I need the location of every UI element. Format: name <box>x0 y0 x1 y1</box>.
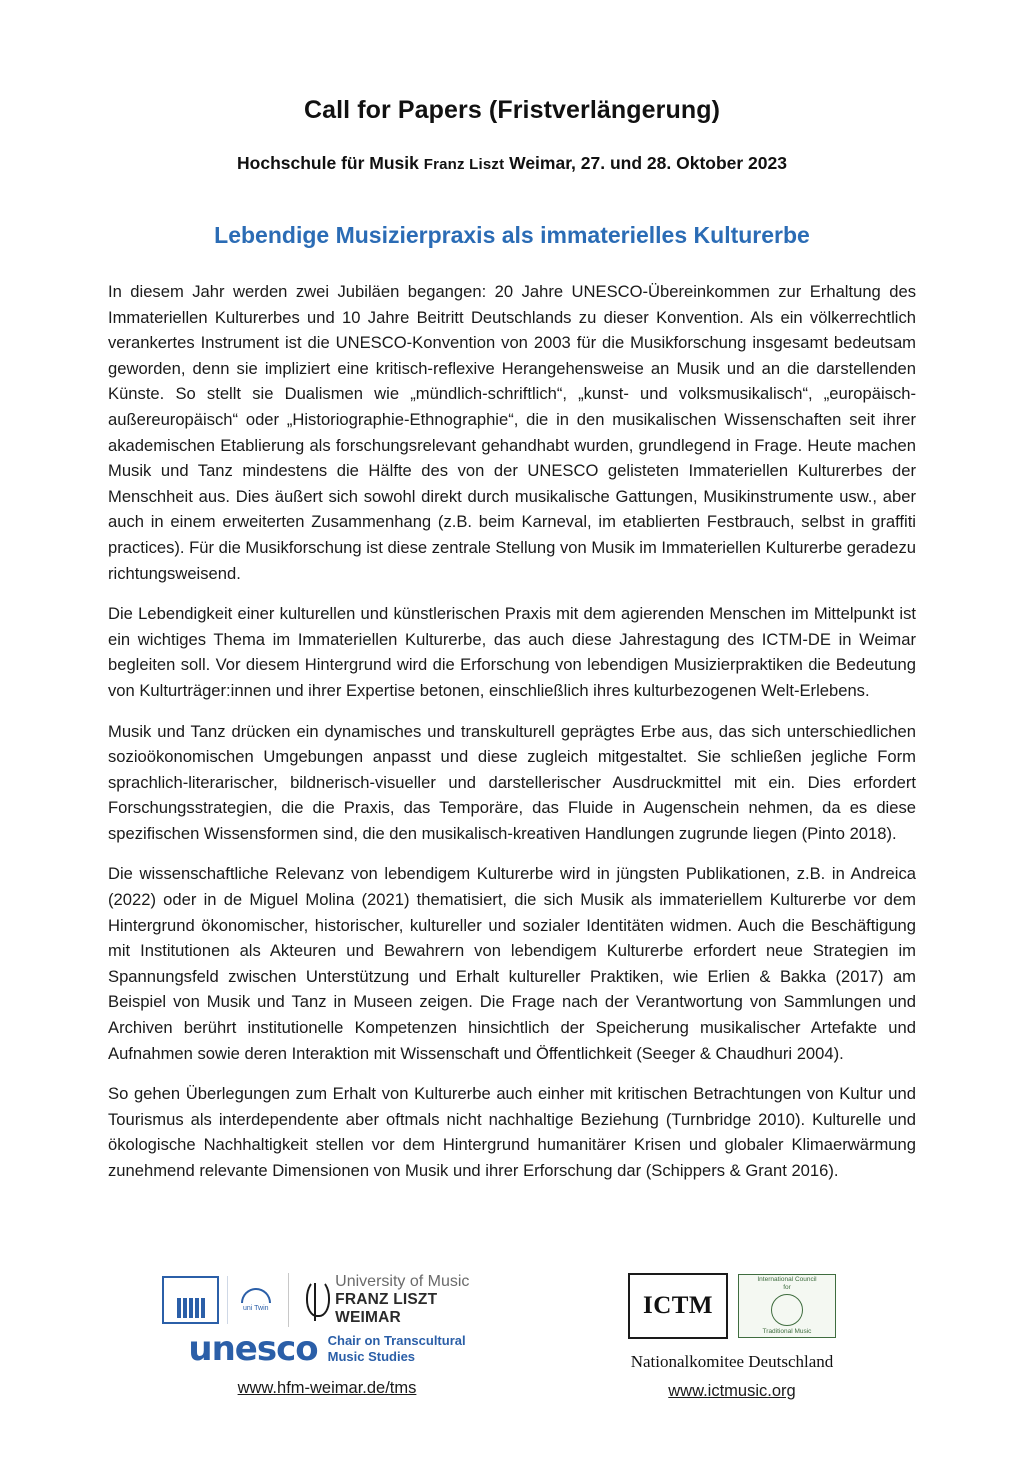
subtitle-prefix: Hochschule für Musik <box>237 153 424 173</box>
university-line-1: University of Music <box>335 1273 470 1290</box>
temple-columns-icon <box>177 1298 205 1318</box>
university-line-2: FRANZ LISZT WEIMAR <box>335 1291 438 1327</box>
event-subtitle <box>108 153 916 174</box>
unitwin-icon <box>227 1276 280 1324</box>
unesco-chair-label <box>328 1333 466 1366</box>
subtitle-smallcaps: Franz Liszt <box>423 156 505 173</box>
seal-ring-icon <box>771 1294 803 1326</box>
ictm-seal-icon <box>738 1274 836 1338</box>
subtitle-suffix: Weimar, 27. und 28. Oktober 2023 <box>504 153 787 173</box>
left-logo-group <box>162 1273 492 1398</box>
paragraph-3: Musik und Tanz drücken ein dynamisches und transkulturell geprägtes Erbe aus, das sich unterschiedlichen sozioökonomischen Umgebungen anpasst und diese zugleich mitgestaltet. Sie schließen jegliche Form sprachlich-literarischer, bildnerisch-visueller und darstellerischer Ausdruckmittel mit ein. Dies erfordert Forschungsstrategien, die die Praxis, das Temporäre, das Fluide in Augenschein nehmen, da es diese spezifischen Wissensformen sind, die den musikalisch-kreativen Handlungen zugrunde liegen (Pinto 2018). <box>108 721 916 843</box>
chair-line-2: Music Studies <box>327 1349 416 1365</box>
seal-line-2: for <box>783 1283 791 1291</box>
unesco-wordmark: unesco <box>188 1329 318 1370</box>
page-title: Call for Papers (Fristverlängerung) <box>303 96 721 124</box>
unesco-temple-icon <box>162 1276 219 1324</box>
right-logo-group <box>602 1273 862 1401</box>
paragraph-4: Die wissenschaftliche Relevanz von lebendigem Kulturerbe wird in jüngsten Publikationen, z.B. in Andreica (2022) oder in de Miguel Molina (2021) thematisiert, die sich Musik als immateriellem Kulturerbe vor dem Hintergrund ökonomischer, historischer, kultureller und sozialer Identitäten widmen. Auch die Beschäftigung mit Institutionen als Akteuren und Bewahrern von lebendigem Kulturerbe erfordert neue Strategien im Spannungsfeld zwischen Unterstützung und Erhalt kultureller Praktiken, wie Erlien & Bakka (2017) am Beispiel von Musik und Tanz in Museen zeigen. Die Frage nach der Verantwortung von Sammlungen und Archiven berührt institutionelle Kompetenzen hinsichtlich der Speicherung musikalischer Artefakte und Aufnahmen sowie deren Interaktion mit Wissenschaft und Öffentlichkeit (Seeger & Chaudhuri 2004). <box>108 864 916 1063</box>
ictm-committee-label: Nationalkomitee Deutschland <box>630 1352 834 1371</box>
seal-line-1: International Council <box>757 1275 817 1283</box>
hfm-weimar-link[interactable]: www.hfm-weimar.de/tms <box>237 1379 417 1398</box>
unitwin-arc-icon <box>241 1288 271 1303</box>
left-logo-bottom-row <box>188 1329 465 1369</box>
left-logo-top-row <box>162 1273 492 1327</box>
paragraph-2: Die Lebendigkeit einer kulturellen und künstlerischen Praxis mit dem agierenden Menschen im Mittelpunkt ist ein wichtiges Thema im Immateriellen Kulturerbe, das auch diese Jahrestagung des ICTM-DE in Weimar begleiten soll. Vor diesem Hintergrund wird die Erforschung von lebendigen Musizierpraktiken die Bedeutung von Kulturträger:innen und ihrer Expertise betonen, einschließlich ihres kulturbezogenen Welt-Erlebens. <box>108 604 916 700</box>
ictm-wordmark: ICTM <box>628 1273 728 1339</box>
footer <box>0 1273 1024 1433</box>
logos-row <box>0 1273 1024 1401</box>
conference-theme: Lebendige Musizierpraxis als immaterielles Kulturerbe <box>214 222 810 248</box>
hfm-wordmark <box>335 1273 492 1327</box>
chair-line-1: Chair on Transcultural <box>327 1332 466 1348</box>
ictm-link[interactable]: www.ictmusic.org <box>668 1382 796 1400</box>
paragraph-1: In diesem Jahr werden zwei Jubiläen begangen: 20 Jahre UNESCO-Übereinkommen zur Erhaltung des Immateriellen Kulturerbes und 10 Jahre Beitritt Deutschlands zu dieser Konvention. Als ein völkerrechtlich verankertes Instrument ist die UNESCO-Konvention von 2003 für die Musikforschung insgesamt bedeutsam geworden, denn sie impliziert eine kritisch-reflexive Herangehensweise an Musik und an die darstellenden Künste. So stellt sie Dualismen wie „mündlich-schriftlich“, „kunst- und volksmusikalisch“, „europäisch-außereuropäisch“ oder „Historiographie-Ethnographie“, die in den musikalischen Wissenschaften seit ihrer akademischen Etablierung als forschungsrelevant gehandhabt wurden, grundlegend in Frage. Heute machen Musik und Tanz mindestens die Hälfte des von der UNESCO gelisteten Immateriellen Kulturerbes der Menschheit aus. Dies äußert sich sowohl direkt durch musikalische Gattungen, Musikinstrumente usw., aber auch in einem erweiterten Zusammenhang (z.B. beim Karneval, im etablierten Festbrauch, selbst in graffiti practices). Für die Musikforschung ist diese zentrale Stellung von Musik im Immateriellen Kulturerbe geradezu richtungsweisend. <box>108 282 916 583</box>
ictm-logo-row <box>628 1273 836 1339</box>
unitwin-label: uni Twin <box>242 1304 269 1312</box>
seal-line-3: Traditional Music <box>762 1328 812 1336</box>
lyre-icon <box>303 1277 327 1323</box>
hfm-weimar-logo <box>288 1273 492 1327</box>
body-text <box>108 279 916 1184</box>
paragraph-5: So gehen Überlegungen zum Erhalt von Kulturerbe auch einher mit kritischen Betrachtungen von Kultur und Tourismus als interdependente aber oftmals nicht nachhaltige Beziehung (Turnbridge 2010). Kulturelle und ökologische Nachhaltigkeit stellen vor dem Hintergrund humanitärer Krisen und globaler Klimaerwärmung zunehmend relevante Dimensionen von Musik und ihrer Erforschung dar (Schippers & Grant 2016). <box>108 1084 916 1180</box>
